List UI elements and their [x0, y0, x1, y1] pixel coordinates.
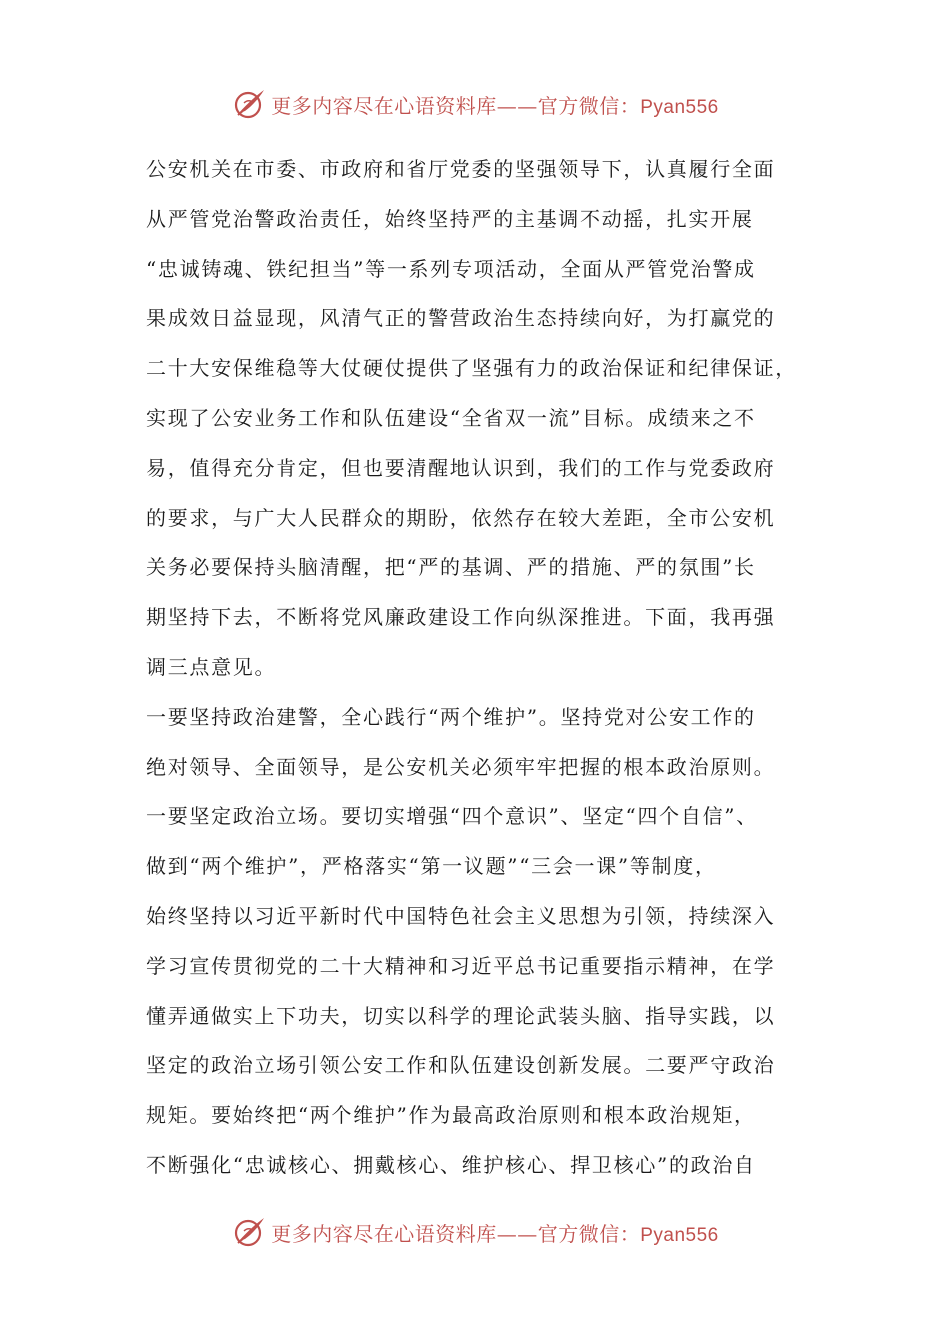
header-banner [0, 84, 950, 124]
body-line: 从严管党治警政治责任，始终坚持严的主基调不动摇，扎实开展 [146, 206, 754, 231]
body-line: 规矩。要始终把“两个维护”作为最高政治原则和根本政治规矩， [146, 1103, 756, 1128]
body-line: 公安机关在市委、市政府和省厅党委的坚强领导下，认真履行全面 [146, 157, 776, 181]
footer-banner-text [271, 1218, 719, 1247]
footer-banner-label: 更多内容尽在心语资料库——官方微信： [271, 1221, 641, 1246]
body-line: 一要坚定政治立场。要切实增强“四个意识”、坚定“四个自信”、 [146, 804, 758, 829]
body-line: 果成效日益显现，风清气正的警营政治生态持续向好，为打赢党的 [146, 306, 776, 331]
body-line: 懂弄通做实上下功夫，切实以科学的理论武装头脑、指导实践，以 [146, 1003, 776, 1028]
quill-logo-icon [231, 1214, 267, 1250]
body-line: 一要坚持政治建警，全心践行“两个维护”。坚持党对公安工作的 [146, 704, 756, 729]
document-body [146, 145, 812, 1191]
body-line: 实现了公安业务工作和队伍建设“全省双一流”目标。成绩来之不 [146, 405, 756, 430]
body-line: 调三点意见。 [146, 654, 277, 679]
body-line: 坚定的政治立场引领公安工作和队伍建设创新发展。二要严守政治 [146, 1053, 776, 1078]
footer-wechat-id: Pyan556 [640, 1224, 719, 1246]
header-wechat-id: Pyan556 [640, 96, 719, 118]
body-line: 的要求，与广大人民群众的期盼，依然存在较大差距，全市公安机 [146, 505, 776, 530]
body-line: 二十大安保维稳等大仗硬仗提供了坚强有力的政治保证和纪律保证， [146, 356, 797, 381]
body-line: 始终坚持以习近平新时代中国特色社会主义思想为引领，持续深入 [146, 903, 776, 928]
header-banner-text [271, 90, 719, 119]
body-line: 期坚持下去，不断将党风廉政建设工作向纵深推进。下面，我再强 [146, 605, 776, 630]
body-line: 关务必要保持头脑清醒，把“严的基调、严的措施、严的氛围”长 [146, 555, 756, 580]
body-line: 做到“两个维护”，严格落实“第一议题”“三会一课”等制度， [146, 854, 717, 879]
body-line: 不断强化“忠诚核心、拥戴核心、维护核心、捍卫核心”的政治自 [146, 1152, 756, 1177]
body-line: 学习宣传贯彻党的二十大精神和习近平总书记重要指示精神，在学 [146, 953, 776, 978]
footer-banner-inner [231, 1214, 719, 1250]
header-banner-label: 更多内容尽在心语资料库——官方微信： [271, 93, 641, 118]
quill-logo-icon [231, 86, 267, 122]
footer-banner [0, 1212, 950, 1252]
body-line: 绝对领导、全面领导，是公安机关必须牢牢把握的根本政治原则。 [146, 754, 776, 779]
body-line: “忠诚铸魂、铁纪担当”等一系列专项活动，全面从严管党治警成 [146, 256, 756, 281]
body-line: 易，值得充分肯定，但也要清醒地认识到，我们的工作与党委政府 [146, 455, 776, 480]
header-banner-inner [231, 86, 719, 122]
